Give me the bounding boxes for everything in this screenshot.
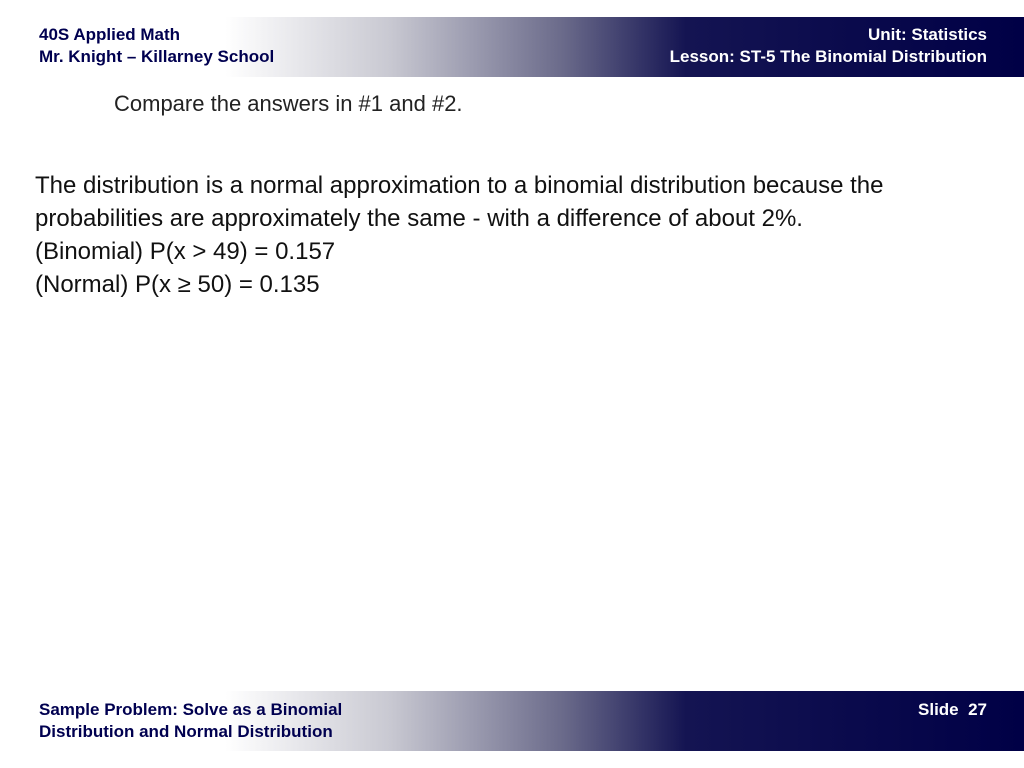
unit-title: Unit: Statistics	[867, 25, 987, 44]
body-line-3: (Binomial) P(x > 49) = 0.157	[35, 238, 336, 265]
body-line-4: (Normal) P(x ≥ 50) = 0.135	[35, 271, 320, 298]
teacher-name: Mr. Knight – Killarney School	[39, 47, 275, 66]
slide-content	[0, 77, 1024, 691]
course-title: 40S Applied Math	[39, 25, 181, 44]
body-line-1: The distribution is a normal approximation to a binomial distribution because the	[35, 172, 884, 199]
slide-number: Slide 27	[918, 700, 987, 719]
lesson-title: Lesson: ST-5 The Binomial Distribution	[669, 47, 987, 66]
header-left	[39, 24, 274, 68]
content-heading: Compare the answers in #1 and #2.	[114, 91, 463, 116]
header-right	[670, 24, 987, 68]
body-line-2: probabilities are approximately the same - with a difference of about 2%.	[35, 205, 803, 232]
header-band	[0, 17, 1024, 77]
footer-left	[39, 699, 342, 743]
footer-band	[0, 691, 1024, 751]
footer-title-line-2: Distribution and Normal Distribution	[39, 722, 333, 741]
footer-title-line-1: Sample Problem: Solve as a Binomial	[39, 700, 343, 719]
content-body	[35, 169, 1015, 301]
